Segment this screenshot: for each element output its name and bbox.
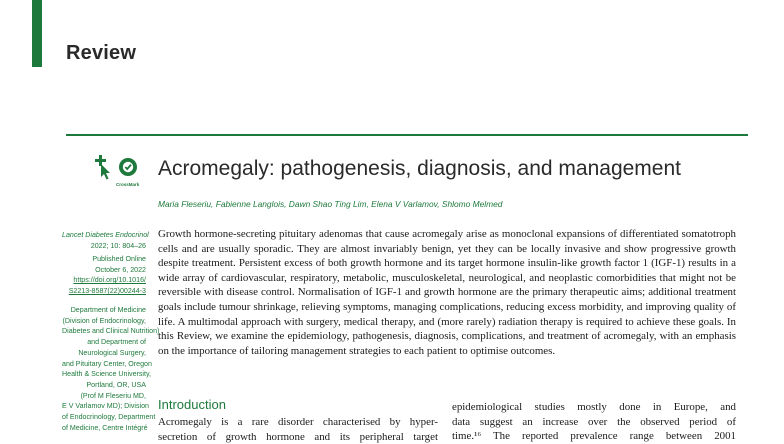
affiliation-line: of Endocrinology, Department [62,413,156,422]
affiliation-line: Neurological Surgery, [78,348,146,357]
doi-link-line1[interactable]: https://doi.org/10.1016/ [73,276,146,285]
affiliation-line: and Department of [87,338,146,347]
body-line: epidemiological studies mostly done in Europe, and [452,401,736,413]
section-label: Review [66,42,137,64]
crossmark-badge[interactable] [94,155,144,191]
body-line: data suggest an increase over the observed period of [452,415,736,428]
body-line: Acromegaly is a rare disorder characterised by hyper- [158,416,438,428]
affiliation-line: of Medicine, Centre Intégré [62,423,148,432]
author-list: Maria Fleseriu, Fabienne Langlois, Dawn Shao Ting Lim, Elena V Varlamov, Shlomo Melmed [158,199,503,209]
journal-name: Lancet Diabetes Endocrinol [62,231,149,239]
affiliation-line: Diabetes and Clinical Nutrition) [62,327,160,336]
affiliation-line: Health & Science University, [62,370,151,379]
affiliation-line: (Prof M Fleseriu MD, [80,391,146,400]
crossmark-label: CrossMark [116,182,140,187]
article-title: Acromegaly: pathogenesis, diagnosis, and management [158,157,681,180]
header-rule [66,134,748,136]
doi-link-line2[interactable]: S2213-8587(22)00244-3 [68,287,146,296]
body-line: secretion of growth hormone and its peripheral target [158,430,438,443]
introduction-heading: Introduction [158,397,226,412]
affiliation-line: Department of Medicine [70,306,146,314]
journal-citation [62,230,149,251]
affiliation-line: and Pituitary Center, Oregon [62,359,152,368]
published-date: October 6, 2022 [95,265,146,274]
citation-volume: 2022; 10: 804–26 [90,241,146,250]
body-column-right [452,400,736,444]
affiliation-line: Portland, OR, USA [86,380,146,389]
body-line: time.¹⁶ The reported prevalence range between 2001 [452,430,736,443]
abstract: Growth hormone-secreting pituitary adenomas that cause acromegaly arise as monoclonal expansions of differentiated somatotroph cells and are usually sporadic. They are almost invariably benign, yet they can be locally invasive and show progressive growth despite treatment. Persistent excess of both growth hormone and its target hormone insulin-like growth factor 1 (IGF-1) results in a wide array of cardiovascular, respiratory, metabolic, musculoskeletal, neurological, and neoplastic comorbidities that might not be reversible with disease control. Normalisation of IGF-1 and growth hormone are the primary therapeutic aims; additional treatment goals include tumour shrinkage, relieving symptoms, managing complications, reducing excess morbidity, and improving quality of life. A multimodal approach with surgery, medical therapy, and (more rarely) radiation therapy is required to achieve these goals. In this Review, we examine the epidemiology, pathogenesis, diagnosis, complications, and treatment of acromegaly, with an emphasis on the importance of tailoring management strategies to each patient to optimise outcomes. [158,228,736,357]
journal-section-tab [32,0,42,67]
affiliation-line: E V Varlamov MD); Division [62,402,149,411]
body-column-left [158,415,438,444]
published-label: Published Online [92,255,146,263]
publication-info [62,254,146,297]
author-affiliations [62,305,160,433]
affiliation-line: (Division of Endocrinology, [62,316,146,325]
